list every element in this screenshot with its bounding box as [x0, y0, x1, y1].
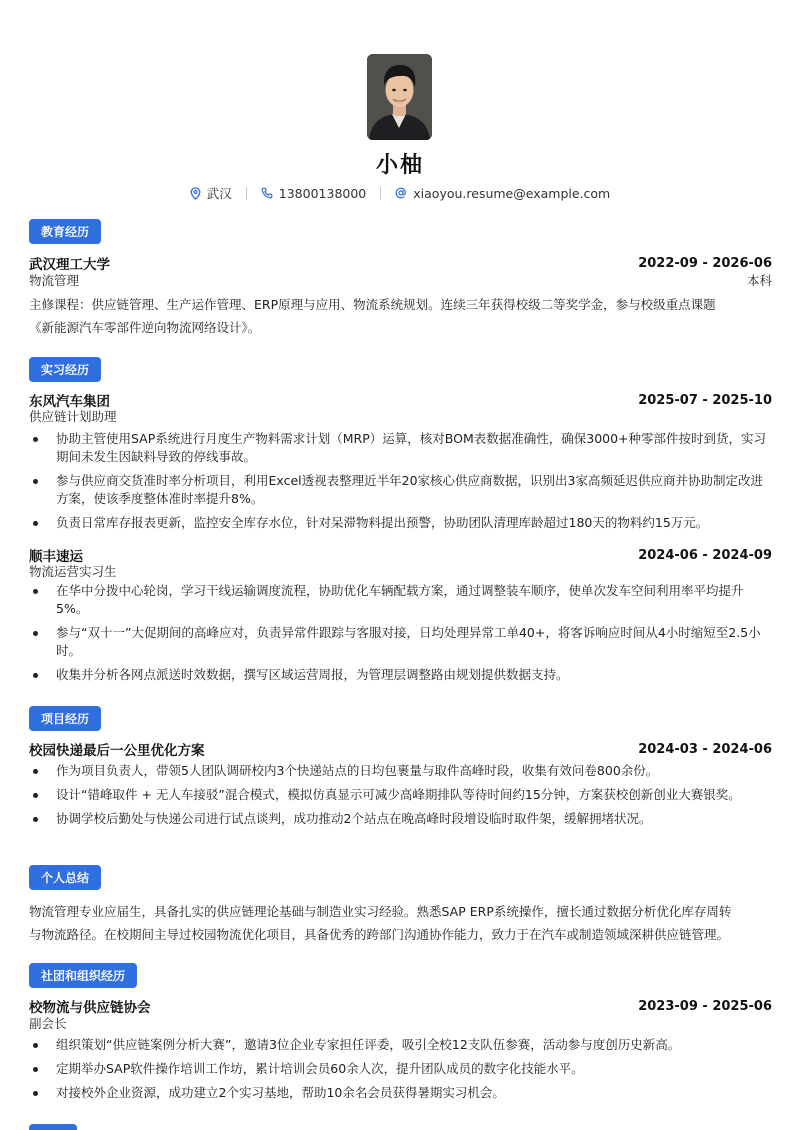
- internship-bullets: [29, 582, 772, 690]
- internship-role-row: [29, 562, 772, 580]
- education-header-row: [29, 253, 772, 273]
- at-sign-icon: [395, 187, 407, 199]
- internship-section-tag: 实习经历: [29, 357, 101, 382]
- club-section-tag: 社团和组织经历: [29, 963, 137, 988]
- phone-icon: [261, 187, 273, 199]
- education-description-line: 《新能源汽车零部件逆向物流网络设计》。: [29, 320, 261, 335]
- education-section-tag: 教育经历: [29, 219, 101, 244]
- portrait-image: [367, 54, 432, 140]
- summary-line: 与物流路径。在校期间主导过校园物流优化项目，具备优秀的跨部门沟通协作能力，致力于在汽车或制造领域深耕供应链管理。: [29, 927, 730, 942]
- profile-photo: [367, 54, 432, 140]
- internship-role: 物流运营实习生: [29, 564, 117, 579]
- bullet-item: 设计“错峰取件 + 无人车接驳”混合模式，模拟仿真显示可减少高峰期排队等待时间约15分钟，方案获校创新创业大赛银奖。: [29, 786, 772, 804]
- company-name: 顺丰速运: [29, 549, 83, 565]
- bullet-item: 作为项目负责人，带领5人团队调研校内3个快递站点的日均包裹量与取件高峰时段，收集有效问卷800余份。: [29, 762, 772, 780]
- education-sub-row: [29, 271, 772, 289]
- bullet-item: 负责日常库存报表更新，监控安全库存水位，针对呆滞物料提出预警，协助团队清理库龄超过180天的物料约15万元。: [29, 514, 772, 532]
- club-date: 2023-09 - 2025-06: [638, 998, 772, 1014]
- bullet-item: 参与“双十一”大促期间的高峰应对，负责异常件跟踪与客服对接，日均处理异常工单40+，将客诉响应时间从4小时缩短至2.5小时。: [29, 624, 772, 660]
- bullet-item: 在华中分拨中心轮岗，学习干线运输调度流程，协助优化车辆配载方案，通过调整装车顺序，使单次发车空间利用率平均提升5%。: [29, 582, 772, 618]
- company-name: 东风汽车集团: [29, 394, 110, 410]
- club-bullets: [29, 1036, 772, 1108]
- summary-section-tag: 个人总结: [29, 865, 101, 890]
- club-role-row: [29, 1014, 772, 1032]
- internship-role: 供应链计划助理: [29, 409, 117, 424]
- education-description-line: 主修课程：供应链管理、生产运作管理、ERP原理与应用、物流系统规划。连续三年获得校级二等奖学金，参与校级重点课题: [29, 297, 716, 312]
- bullet-item: 收集并分析各网点派送时效数据，撰写区域运营周报，为管理层调整路由规划提供数据支持。: [29, 666, 772, 684]
- project-date: 2024-03 - 2024-06: [638, 741, 772, 757]
- education-date: 2022-09 - 2026-06: [638, 255, 772, 271]
- internship-bullets: [29, 430, 772, 538]
- school-name: 武汉理工大学: [29, 257, 110, 273]
- location-text: 武汉: [206, 186, 232, 201]
- club-role: 副会长: [29, 1016, 67, 1031]
- next-section-tag-partial: [29, 1124, 77, 1130]
- bullet-item: 对接校外企业资源，成功建立2个实习基地，帮助10余名会员获得暑期实习机会。: [29, 1084, 772, 1102]
- education-degree: 本科: [746, 273, 772, 288]
- project-header-row: [29, 739, 772, 759]
- bullet-item: 定期举办SAP软件操作培训工作坊，累计培训会员60余人次，提升团队成员的数字化技能水平。: [29, 1060, 772, 1078]
- bullet-item: 组织策划“供应链案例分析大赛”，邀请3位企业专家担任评委，吸引全校12支队伍参赛，活动参与度创历史新高。: [29, 1036, 772, 1054]
- club-header-row: [29, 996, 772, 1016]
- club-name: 校物流与供应链协会: [29, 1000, 151, 1016]
- project-name: 校园快递最后一公里优化方案: [29, 743, 205, 759]
- education-major: 物流管理: [29, 273, 80, 288]
- project-bullets: [29, 762, 772, 834]
- internship-role-row: [29, 407, 772, 425]
- summary-line: 物流管理专业应届生，具备扎实的供应链理论基础与制造业实习经验。熟悉SAP ERP系统操作，擅长通过数据分析优化库存周转: [29, 904, 732, 919]
- internship-date: 2025-07 - 2025-10: [638, 392, 772, 408]
- location-pin-icon: [190, 187, 201, 200]
- bullet-item: 参与供应商交货准时率分析项目，利用Excel透视表整理近半年20家核心供应商数据，识别出3家高频延迟供应商并协助制定改进方案，使该季度整体准时率提升8%。: [29, 472, 772, 508]
- phone-item[interactable]: [261, 186, 366, 201]
- phone-text: 13800138000: [278, 185, 367, 201]
- education-description: [29, 293, 772, 339]
- email-item[interactable]: [395, 186, 610, 201]
- bullet-item: 协助主管使用SAP系统进行月度生产物料需求计划（MRP）运算，核对BOM表数据准确性，确保3000+种零部件按时到货，实习期间未发生因缺料导致的停线事故。: [29, 430, 772, 466]
- internship-date: 2024-06 - 2024-09: [638, 547, 772, 563]
- contact-divider: [380, 187, 381, 200]
- bullet-item: 协调学校后勤处与快递公司进行试点谈判，成功推动2个站点在晚高峰时段增设临时取件架，缓解拥堵状况。: [29, 810, 772, 828]
- contact-bar: [0, 184, 800, 202]
- contact-divider: [246, 187, 247, 200]
- email-text: xiaoyou.resume@example.com: [413, 185, 611, 201]
- summary-text: [29, 900, 772, 946]
- candidate-name: 小柚: [375, 153, 424, 178]
- project-section-tag: 项目经历: [29, 706, 101, 731]
- location-item: [190, 184, 232, 202]
